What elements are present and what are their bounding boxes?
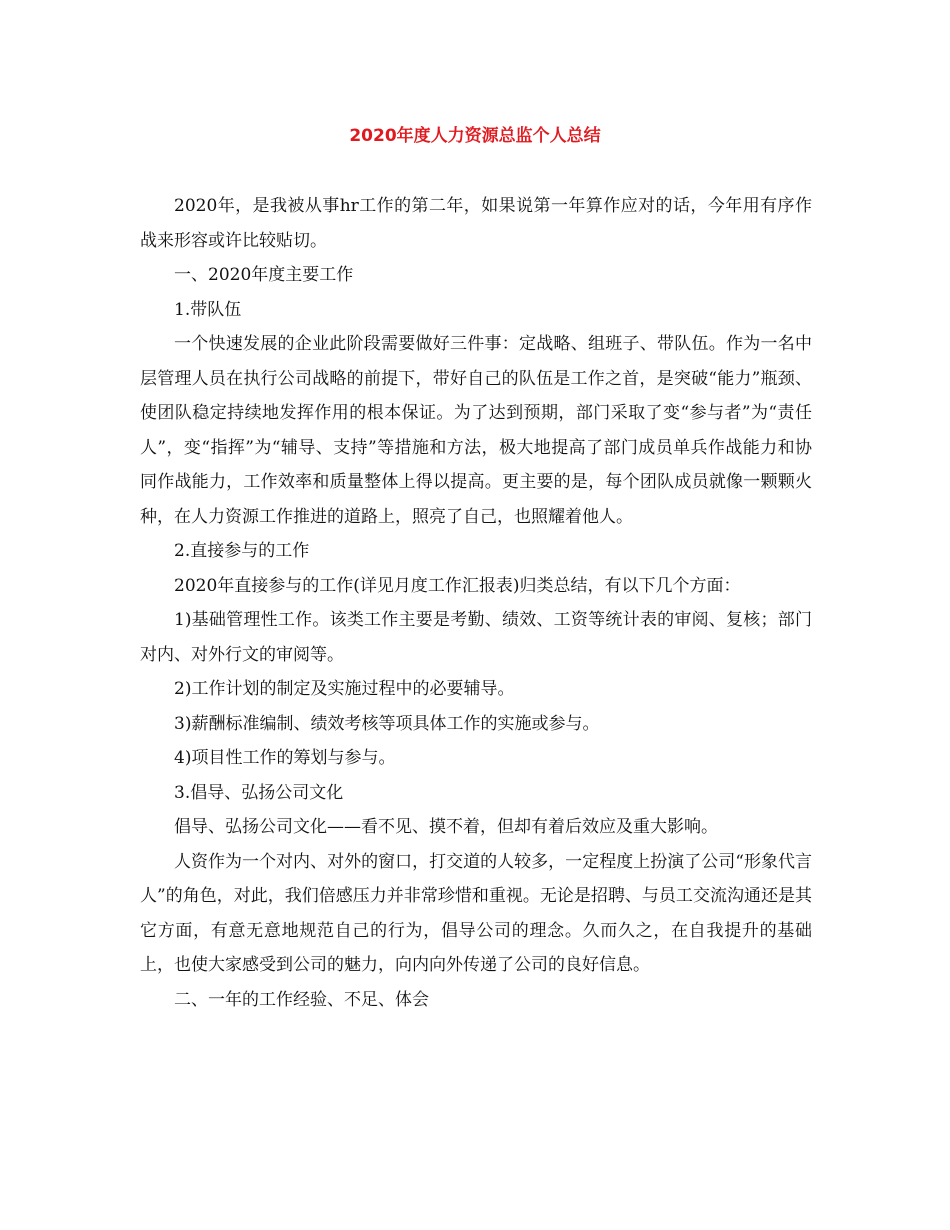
list-item-project-work: 4)项目性工作的筹划与参与。 [174, 748, 396, 768]
subheading-direct-work: 2.直接参与的工作 [174, 541, 310, 561]
subheading-lead-team: 1.带队伍 [174, 299, 242, 320]
paragraph-intro: 2020年，是我被从事hr工作的第二年，如果说第一年算作应对的话，今年用有序作战来形容或许比较贴切。 [140, 196, 812, 251]
subheading-company-culture: 3.倡导、弘扬公司文化 [174, 782, 344, 803]
list-item-basic-management: 1)基础管理性工作。该类工作主要是考勤、绩效、工资等统计表的审阅、复核；部门对内、对外行文的审阅等。 [140, 610, 812, 665]
section-heading-experience: 二、一年的工作经验、不足、体会 [174, 989, 429, 1010]
list-item-salary-standards: 3)薪酬标准编制、绩效考核等项具体工作的实施或参与。 [174, 713, 600, 734]
section-heading-main-work: 一、2020年度主要工作 [174, 265, 354, 285]
document-title: 2020年度人力资源总监个人总结 [349, 126, 601, 146]
paragraph-hr-window: 人资作为一个对内、对外的窗口，打交道的人较多，一定程度上扮演了公司“形象代言人”的角色，对此，我们倍感压力并非常珍惜和重视。无论是招聘、与员工交流沟通还是其它方面，有意无意地规范自己的行为，倡导公司的理念。久而久之，在自我提升的基础上，也使大家感受到公司的魅力，向内向外传递了公司的良好信息。 [140, 851, 812, 975]
document-body [140, 189, 812, 1017]
paragraph-direct-work: 2020年直接参与的工作(详见月度工作汇报表)归类总结，有以下几个方面： [174, 575, 741, 596]
paragraph-lead-team: 一个快速发展的企业此阶段需要做好三件事：定战略、组班子、带队伍。作为一名中层管理人员在执行公司战略的前提下，带好自己的队伍是工作之首，是突破“能力”瓶颈、使团队稳定持续地发挥作用的根本保证。为了达到预期，部门采取了变“参与者”为“责任人”，变“指挥”为“辅导、支持”等措施和方法，极大地提高了部门成员单兵作战能力和协同作战能力，工作效率和质量整体上得以提高。更主要的是，每个团队成员就像一颗颗火种，在人力资源工作推进的道路上，照亮了自己，也照耀着他人。 [140, 334, 812, 527]
list-item-work-plan: 2)工作计划的制定及实施过程中的必要辅导。 [174, 679, 515, 699]
paragraph-company-culture: 倡导、弘扬公司文化——看不见、摸不着，但却有着后效应及重大影响。 [174, 817, 718, 837]
